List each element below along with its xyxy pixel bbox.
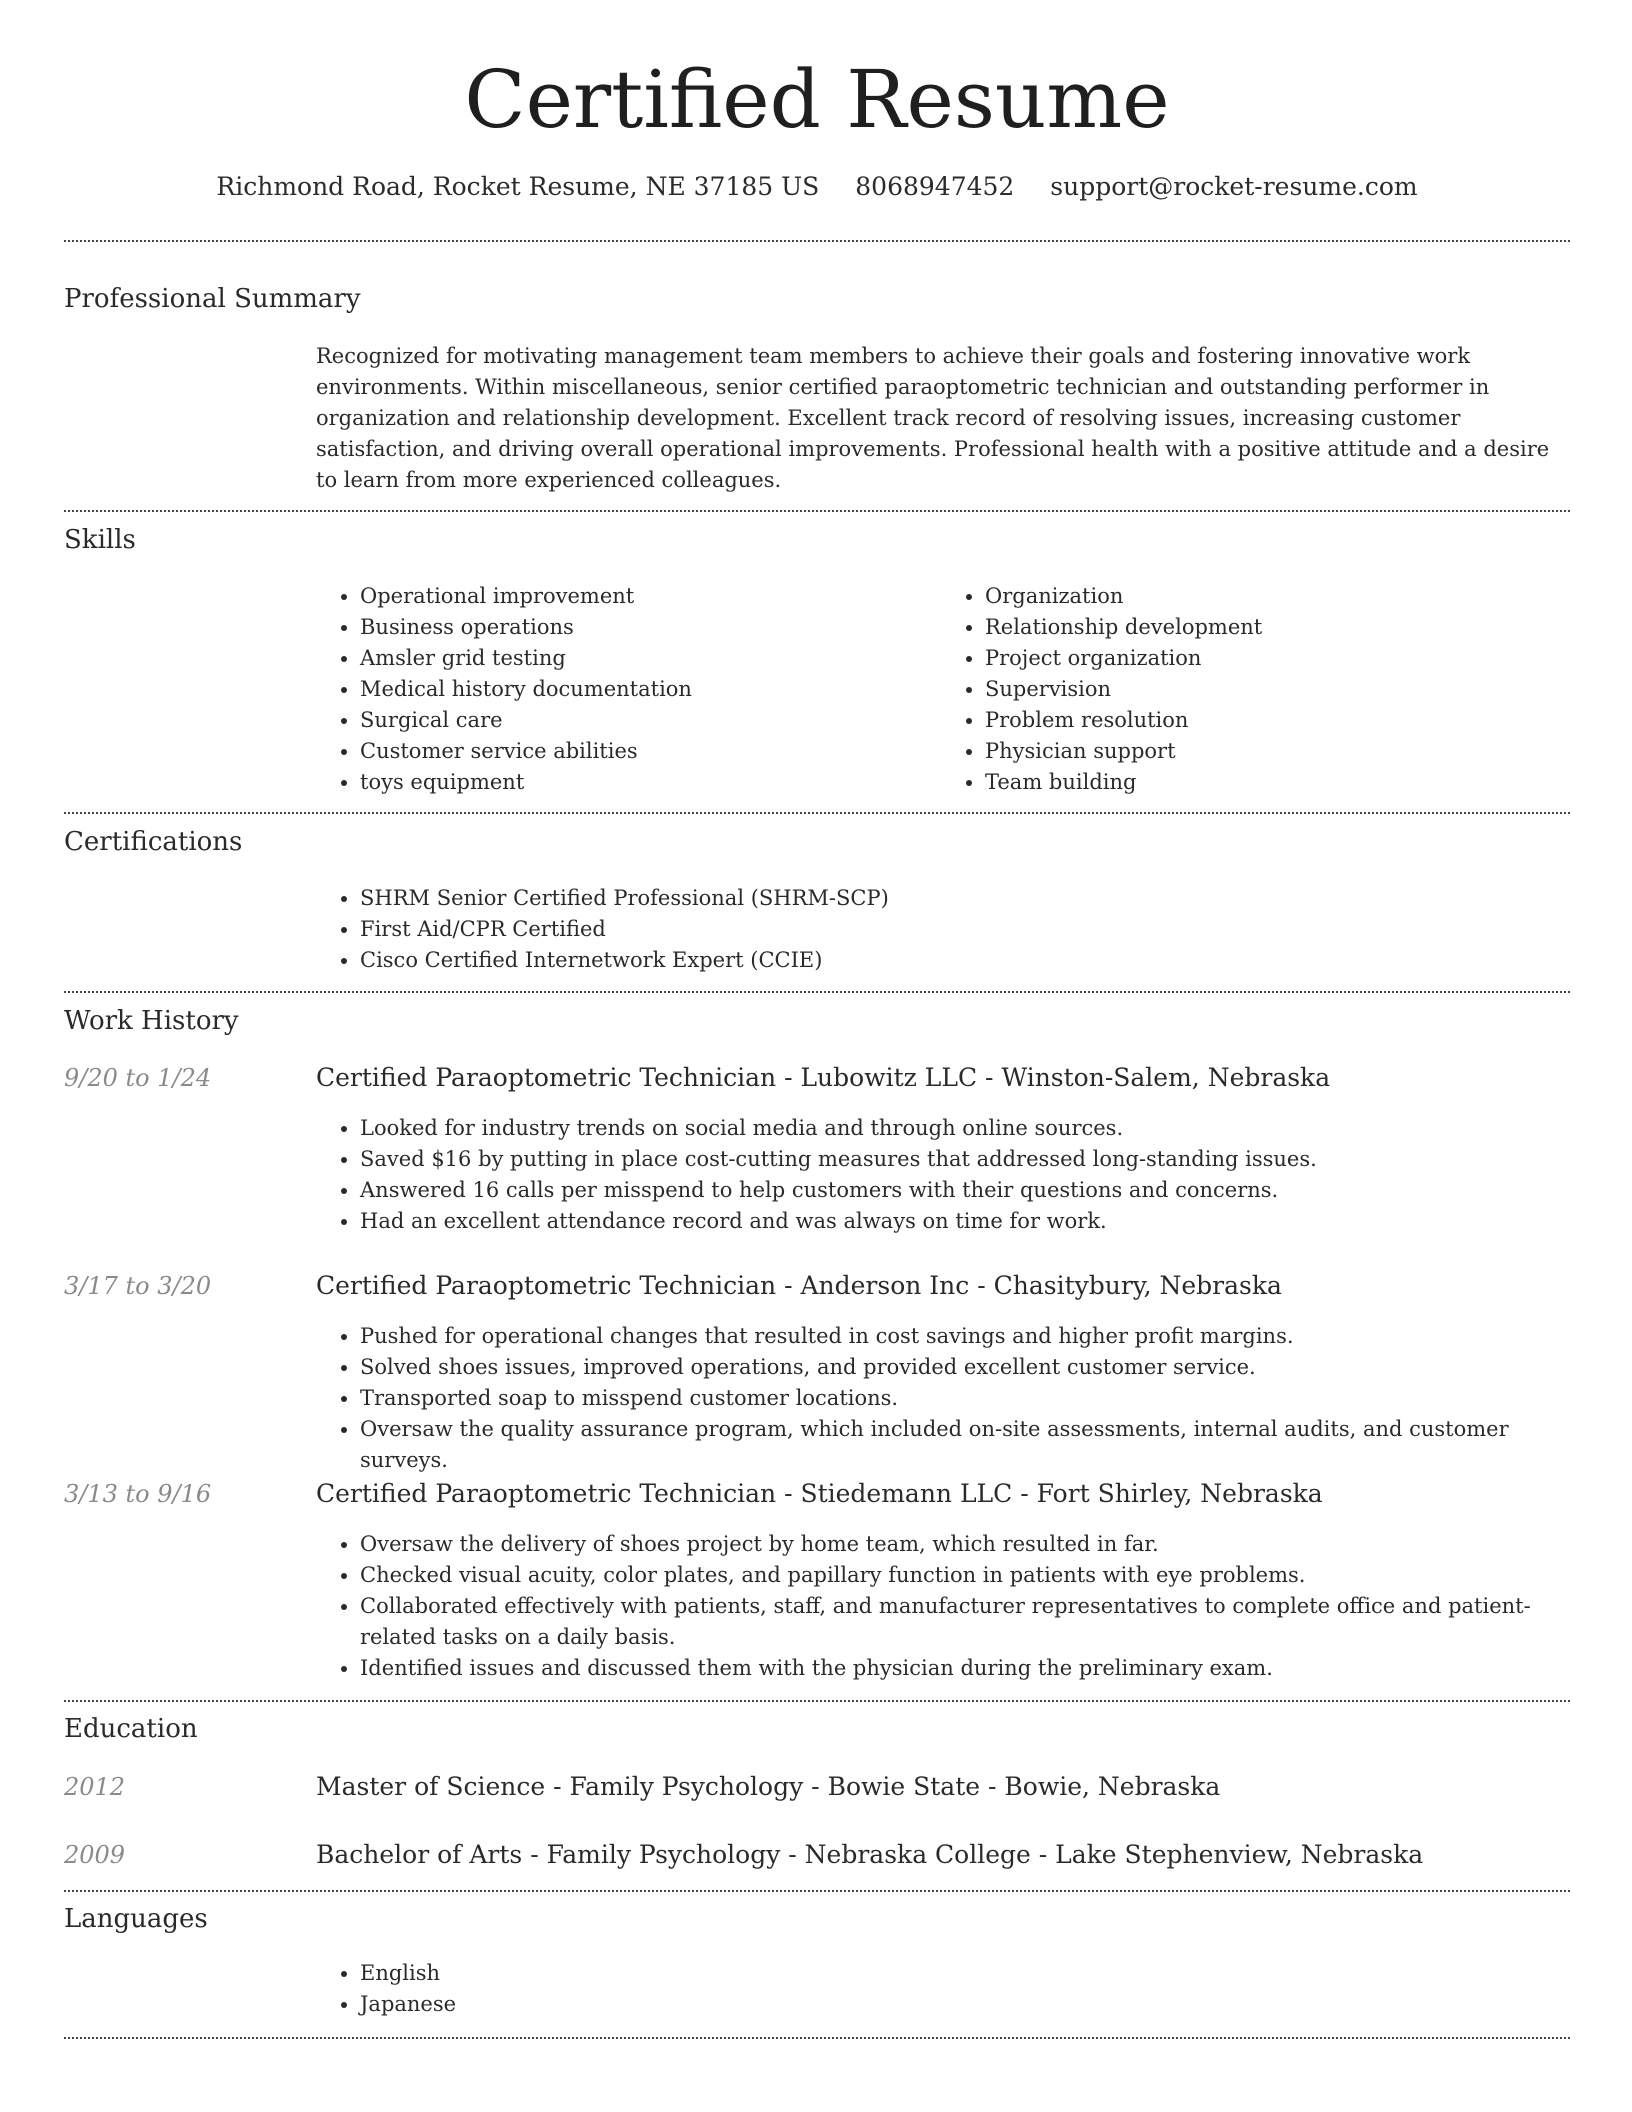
job-bullet: • Identified issues and discussed them with the physician during the preliminary exam. xyxy=(360,1653,1566,1684)
job-bullet: • Transported soap to misspend customer locations. xyxy=(360,1383,1566,1414)
skill-item: • Problem resolution xyxy=(985,705,1566,736)
job-bullet: • Had an excellent attendance record and was always on time for work. xyxy=(360,1206,1566,1237)
job-bullet: • Looked for industry trends on social media and through online sources. xyxy=(360,1113,1566,1144)
section-title-work: Work History xyxy=(64,1006,239,1036)
job-bullets xyxy=(316,1113,1566,1237)
section-title-skills: Skills xyxy=(64,525,136,555)
skills-list-right xyxy=(941,581,1566,798)
job-dates: 3/17 to 3/20 xyxy=(64,1272,212,1300)
divider xyxy=(64,991,1570,993)
contact-email: support@rocket-resume.com xyxy=(1050,172,1418,201)
education-heading: Master of Science - Family Psychology - Bowie State - Bowie, Nebraska xyxy=(316,1772,1221,1801)
contact-phone: 8068947452 xyxy=(855,172,1015,201)
job-bullets xyxy=(316,1529,1566,1684)
skill-item: • Customer service abilities xyxy=(360,736,941,767)
skills-list-left xyxy=(316,581,941,798)
divider xyxy=(64,812,1570,814)
divider xyxy=(64,240,1570,242)
education-year: 2012 xyxy=(64,1773,126,1801)
skill-item: • Organization xyxy=(985,581,1566,612)
certification-item: • Cisco Certified Internetwork Expert (CCIE) xyxy=(360,945,1566,976)
skill-item: • Operational improvement xyxy=(360,581,941,612)
divider xyxy=(64,510,1570,512)
job-bullet: • Saved $16 by putting in place cost-cutting measures that addressed long-standing issues. xyxy=(360,1144,1566,1175)
skill-item: • Project organization xyxy=(985,643,1566,674)
job-bullets xyxy=(316,1321,1566,1476)
certifications-block xyxy=(316,883,1566,976)
job-bullet: • Answered 16 calls per misspend to help customers with their questions and concerns. xyxy=(360,1175,1566,1206)
contact-line xyxy=(64,172,1570,201)
section-title-languages: Languages xyxy=(64,1904,208,1934)
job-bullet: • Pushed for operational changes that resulted in cost savings and higher profit margins. xyxy=(360,1321,1566,1352)
job-bullet: • Solved shoes issues, improved operations, and provided excellent customer service. xyxy=(360,1352,1566,1383)
language-item: • English xyxy=(360,1958,1566,1989)
section-title-education: Education xyxy=(64,1714,198,1744)
certification-item: • SHRM Senior Certified Professional (SHRM-SCP) xyxy=(360,883,1566,914)
language-item: • Japanese xyxy=(360,1989,1566,2020)
summary-text: Recognized for motivating management team members to achieve their goals and fostering innovative work environments. Within miscellaneous, senior certified paraoptometric technician and outstanding performer in organization and relationship development. Excellent track record of resolving issues, increasing customer satisfaction, and driving overall operational improvements. Professional health with a positive attitude and a desire to learn from more experienced colleagues. xyxy=(316,344,1550,492)
contact-address: Richmond Road, Rocket Resume, NE 37185 US xyxy=(216,172,820,201)
section-title-certifications: Certifications xyxy=(64,827,243,857)
divider xyxy=(64,1700,1570,1702)
skill-item: • Team building xyxy=(985,767,1566,798)
job-bullet: • Oversaw the quality assurance program, which included on-site assessments, internal audits, and customer surveys. xyxy=(360,1414,1566,1476)
languages-list xyxy=(316,1958,1566,2020)
languages-block xyxy=(316,1958,1566,2020)
skill-item: • Amsler grid testing xyxy=(360,643,941,674)
job-heading: Certified Paraoptometric Technician - Lubowitz LLC - Winston-Salem, Nebraska xyxy=(316,1063,1331,1092)
resume-name: Certified Resume xyxy=(464,53,1170,146)
skill-item: • Physician support xyxy=(985,736,1566,767)
skill-item: • Supervision xyxy=(985,674,1566,705)
certification-item: • First Aid/CPR Certified xyxy=(360,914,1566,945)
job-bullet: • Collaborated effectively with patients, staff, and manufacturer representatives to complete office and patient-related tasks on a daily basis. xyxy=(360,1591,1566,1653)
job-heading: Certified Paraoptometric Technician - Anderson Inc - Chasitybury, Nebraska xyxy=(316,1271,1282,1300)
divider xyxy=(64,2037,1570,2039)
job-dates: 3/13 to 9/16 xyxy=(64,1480,212,1508)
job-bullet: • Checked visual acuity, color plates, and papillary function in patients with eye problems. xyxy=(360,1560,1566,1591)
certifications-list xyxy=(316,883,1566,976)
education-heading: Bachelor of Arts - Family Psychology - Nebraska College - Lake Stephenview, Nebraska xyxy=(316,1840,1424,1869)
job-dates: 9/20 to 1/24 xyxy=(64,1064,212,1092)
skill-item: • toys equipment xyxy=(360,767,941,798)
job-heading: Certified Paraoptometric Technician - Stiedemann LLC - Fort Shirley, Nebraska xyxy=(316,1479,1323,1508)
section-title-summary: Professional Summary xyxy=(64,284,361,314)
skill-item: • Relationship development xyxy=(985,612,1566,643)
divider xyxy=(64,1890,1570,1892)
skill-item: • Medical history documentation xyxy=(360,674,941,705)
education-year: 2009 xyxy=(64,1841,126,1869)
skill-item: • Business operations xyxy=(360,612,941,643)
job-bullet: • Oversaw the delivery of shoes project by home team, which resulted in far. xyxy=(360,1529,1566,1560)
skills-grid xyxy=(316,581,1566,798)
skill-item: • Surgical care xyxy=(360,705,941,736)
summary-block xyxy=(316,341,1551,496)
